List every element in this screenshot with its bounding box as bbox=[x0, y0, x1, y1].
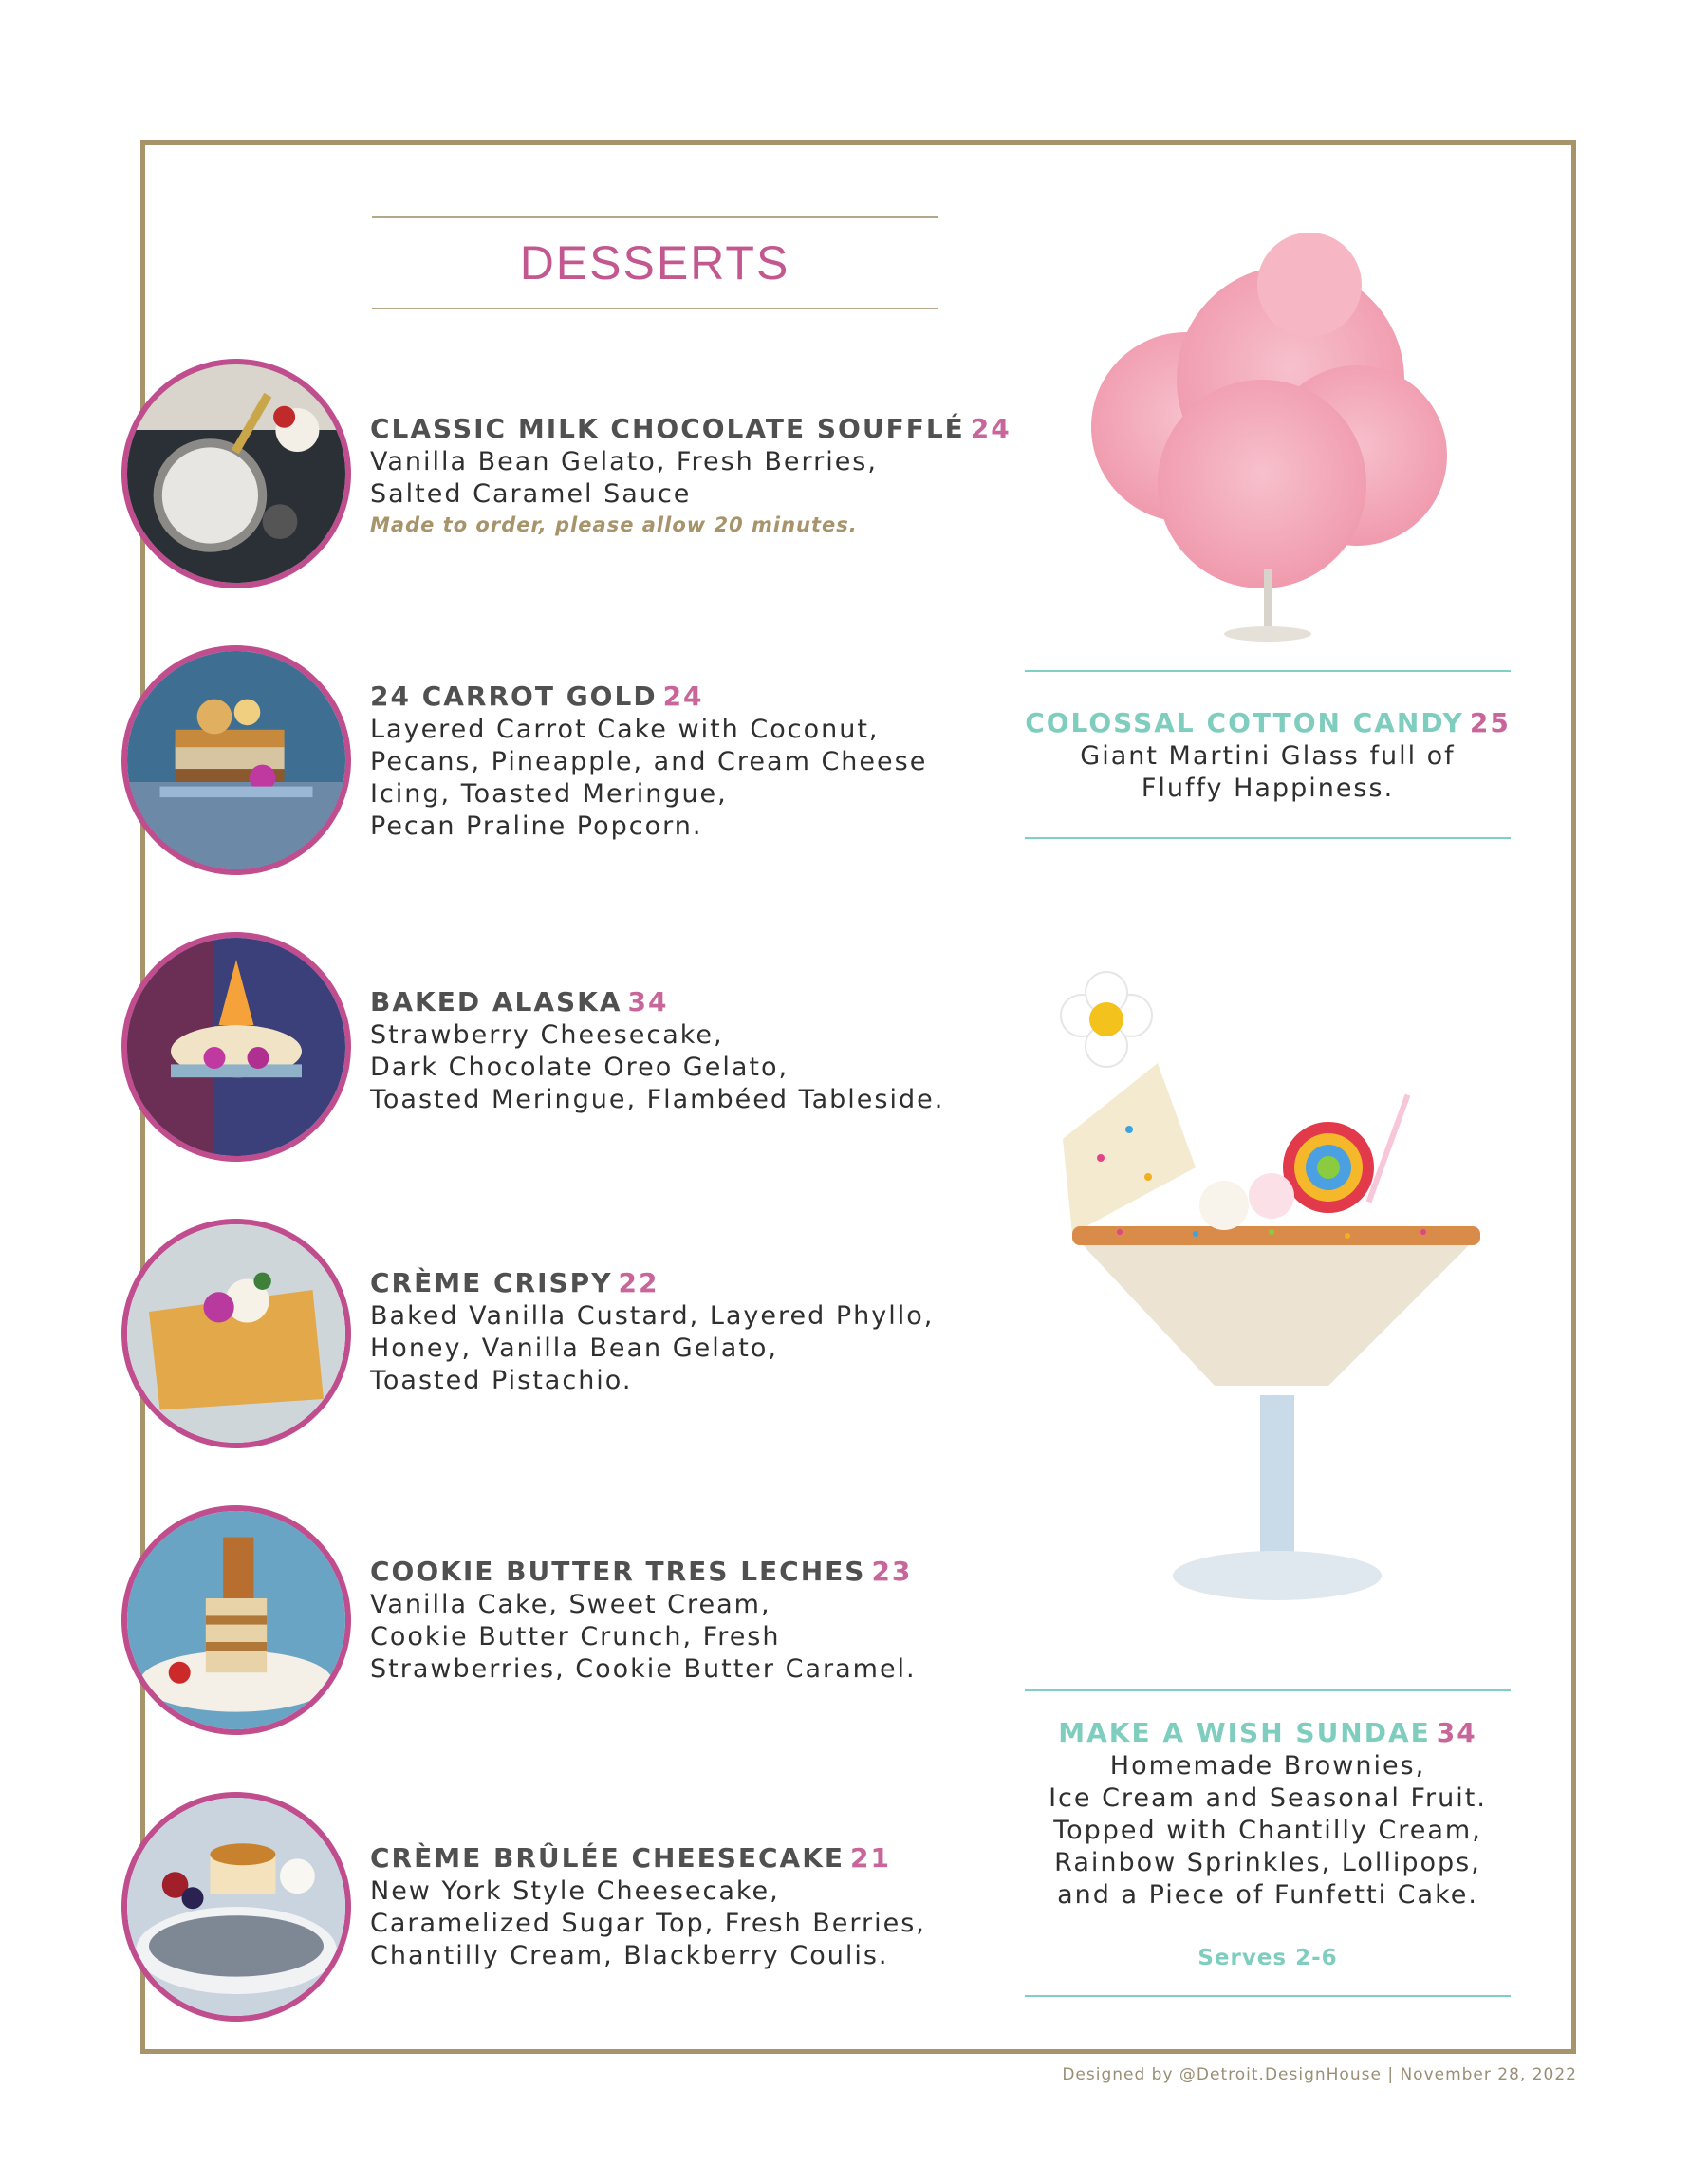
item-description: Vanilla Bean Gelato, Fresh Berries, Salted Caramel Sauce bbox=[370, 447, 878, 509]
feature-price: 34 bbox=[1436, 1717, 1477, 1748]
baked-alaska-photo bbox=[121, 932, 351, 1162]
page-title: DESSERTS bbox=[519, 236, 790, 289]
menu-item-creme-brulee-cheesecake bbox=[121, 1792, 1051, 2029]
feature-price: 25 bbox=[1469, 707, 1511, 738]
divider bbox=[1025, 837, 1511, 839]
divider bbox=[1025, 1995, 1511, 1997]
menu-item-cookie-butter bbox=[121, 1505, 1051, 1743]
sundae-photo bbox=[1044, 949, 1499, 1651]
item-name: CLASSIC MILK CHOCOLATE SOUFFLÉ 24 bbox=[370, 413, 1012, 444]
item-price: 23 bbox=[871, 1556, 913, 1587]
footer-credit: Designed by @Detroit.DesignHouse | November 28, 2022 bbox=[1062, 2065, 1577, 2084]
feature-name: MAKE A WISH SUNDAE 34 bbox=[1058, 1717, 1477, 1748]
feature-sundae bbox=[1025, 1689, 1511, 1997]
item-name: CRÈME CRISPY 22 bbox=[370, 1267, 659, 1298]
item-price: 21 bbox=[850, 1842, 891, 1874]
menu-item-souffle bbox=[121, 359, 1051, 596]
feature-name: COLOSSAL COTTON CANDY 25 bbox=[1025, 707, 1511, 738]
item-description: Vanilla Cake, Sweet Cream, Cookie Butter Crunch, Fresh Strawberries, Cookie Butter Caramel. bbox=[370, 1590, 917, 1684]
menu-item-creme-crispy bbox=[121, 1219, 1051, 1456]
item-price: 22 bbox=[618, 1267, 659, 1298]
souffle-photo bbox=[121, 359, 351, 588]
tres-leches-photo bbox=[121, 1505, 351, 1735]
item-note: Made to order, please allow 20 minutes. bbox=[370, 513, 858, 536]
item-description: Strawberry Cheesecake, Dark Chocolate Oreo Gelato, Toasted Meringue, Flambéed Tableside. bbox=[370, 1020, 945, 1114]
item-price: 24 bbox=[970, 413, 1012, 444]
item-name: BAKED ALASKA 34 bbox=[370, 986, 669, 1017]
item-description: Baked Vanilla Custard, Layered Phyllo, Honey, Vanilla Bean Gelato, Toasted Pistachio. bbox=[370, 1301, 935, 1395]
cotton-candy-photo bbox=[1044, 209, 1499, 664]
item-description: New York Style Cheesecake, Caramelized Sugar Top, Fresh Berries, Chantilly Cream, Blackberry Coulis. bbox=[370, 1876, 926, 1970]
menu-item-baked-alaska bbox=[121, 932, 1051, 1169]
menu-item-carrot-gold bbox=[121, 645, 1051, 883]
item-name: CRÈME BRÛLÉE CHEESECAKE 21 bbox=[370, 1842, 891, 1874]
item-name: COOKIE BUTTER TRES LECHES 23 bbox=[370, 1556, 913, 1587]
feature-description: Giant Martini Glass full of Fluffy Happiness. bbox=[1080, 741, 1456, 803]
creme-crispy-photo bbox=[121, 1219, 351, 1448]
carrot-cake-photo bbox=[121, 645, 351, 875]
serves-note: Serves 2-6 bbox=[1197, 1946, 1338, 1970]
item-price: 24 bbox=[662, 681, 704, 712]
item-name: 24 CARROT GOLD 24 bbox=[370, 681, 704, 712]
feature-description: Homemade Brownies, Ice Cream and Seasonal Fruit. Topped with Chantilly Cream, Rainbow Sprinkles, Lollipops, and a Piece of Funfetti Cake. bbox=[1049, 1751, 1487, 1910]
item-price: 34 bbox=[627, 986, 669, 1017]
cheesecake-photo bbox=[121, 1792, 351, 2022]
feature-cotton-candy bbox=[1025, 670, 1511, 839]
menu-title-banner bbox=[372, 216, 938, 309]
item-description: Layered Carrot Cake with Coconut, Pecans, Pineapple, and Cream Cheese Icing, Toasted Meringue, Pecan Praline Popcorn. bbox=[370, 715, 928, 841]
